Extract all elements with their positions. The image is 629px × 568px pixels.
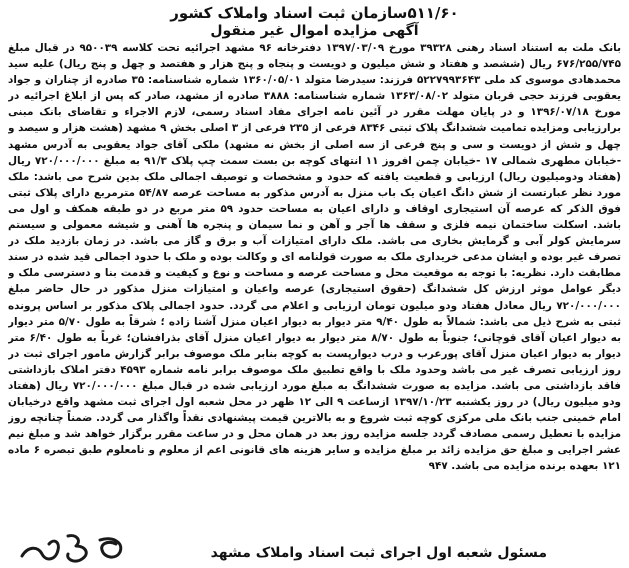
notice-signature: مسئول شعبه اول اجرای ثبت اسناد واملاک مشهد	[210, 545, 547, 561]
notice-body-text: بانک ملت به استناد اسناد رهنی ۳۹۳۲۸ مورخ ۱۳۹۷/۰۳/۰۹ دفترخانه ۹۶ مشهد اجرائیه تحت کلاسه ۹۵۰۰۳۹ در قبال مبلغ ۶۷۶/۲۵۵/۷۴۵ ریال (ششصد و هفتاد و شش میلیون و دویست و پنجاه و پنج هزار و هفتصد و چهل و پنج ریال) علیه سید محمدهادی موسوی کد ملی ۵۲۲۷۹۹۳۶۴۳ فرزند: سیدرضا متولد ۱۳۶۰/۰۵/۰۱ شماره شناسنامه: ۳۵ صادره از چناران و جواد یعقوبی فرزند حجی قربان متولد ۱۳۶۳/۰۸/۰۲ شماره شناسنامه: ۳۸۸۸ صادره از مشهد، صادر که پس از ابلاغ اجرائیه در مورخ ۱۳۹۶/۰۷/۱۸ و در پایان مهلت مقرر در آئین نامه اجرای مفاد اسناد رسمی، لازم الاجراء و تقاضای بانک مبنی برارزیابی ومزایده تمامیت ششدانگ پلاک ثبتی ۸۳۴۶ فرعی از ۲۳۵ فرعی از ۳ اصلی بخش ۹ مشهد (هشت هزار و سیصد و چهل و شش از دویست و سی و پنج فرعی از سه اصلی از بخش نه مشهد) ملکی آقای جواد یعقوبی به آدرس مشهد -خیابان مطهری شمالی ۱۷ -خیابان چمن افروز ۱۱ انتهای کوچه بن بست سمت چپ پلاک ۹۱/۳ به مبلغ ۷۲۰/۰۰۰/۰۰۰ ریال (هفتاد ودومیلیون ریال) ارزیابی و قطعیت یافته که حدود و مشخصات و توصیف اجمالی ملک بدین شرح می باشد: ملک مورد نظر عبارتست از شش دانگ اعیان یک باب منزل به آدرس مذکور به مساحت عرصه ۵۴/۸۷ مترمربع دارای پلاک ثبتی فوق الذکر که عرصه آن استیجاری اوقاف و دارای اعیان به مساحت حدود ۵۹ متر مربع در دو طبقه همکف و اول می باشد. اسکلت ساختمان نیمه فلزی و سقف ها آجر و آهن و نما سیمان و پنجره ها آهنی و شیشه معمولی و سیستم سرمایش کولر آبی و گرمایش بخاری می باشد. ملک دارای امتیازات آب و برق و گاز می باشد. در زمان بازدید ملک در تصرف غیر بوده و ایشان مدعی خریداری ملک به صورت قولنامه ای و وکالت بوده و ملک با حدود اجمالی قید شده در سند مطابقت دارد. نظریه: با توجه به موقعیت محل و مساحت عرصه و مساحت و نوع و کیفیت و قدمت بنا و دسترسی ملک و دیگر عوامل موثر ارزش کل ششدانگ (حقوق استیجاری) عرصه واعیان و امتیازات منزل مذکور در حال حاضر مبلغ ۷۲۰/۰۰۰/۰۰۰ ریال معادل هفتاد ودو میلیون تومان ارزیابی و اعلام می گردد. حدود اجمالی پلاک مذکور بر اساس پرونده ثبتی به شرح ذیل می باشد: شمالاً به طول ۹/۴۰ متر دیوار به دیوار اعیان منزل آشنا زاده ؛ شرقاً به طول ۵/۷۰ متر دیوار به دیوار اعیان آقای قوچانی؛ جنوباً به طول ۸/۷۰ متر دیوار به دیوار اعیان منزل آقای بذرافشان؛ غرباً به طول ۶/۴۰ متر دیوار به دیوار اعیان منزل آقای پورعرب و درب دیوارپست به کوچه بنابر ملک موصوف برابر گزارش مامور اجرای ثبت در روز ارزیابی تصرف غیر می باشد وحدود ملک با واقع تطبیق ملک موصوف برابر نامه شماره ۴۵۹۳ دفتر املاک بازداشتی فاقد بازداشتی می باشد. مزایده به صورت ششدانگ به مبلغ مورد ارزیابی شده در قبال مبلغ ۷۲۰/۰۰۰/۰۰۰ ریال (هفتاد ودو میلیون ریال) در روز یکشنبه ۱۳۹۷/۱۰/۲۳ ازساعت ۹ الی ۱۲ ظهر در محل شعبه اول اجرای ثبت مشهد واقع درخیابان امام خمینی جنب بانک ملی مرکزی کوچه ثبت شروع و به بالاترین قیمت پیشنهادی نقداً واگذار می گردد. ضمناً چنانچه روز مزایده با تعطیل رسمی مصادف گردد جلسه مزایده روز بعد در همان محل و در ساعت مقرر برگزار خواهد شد و مبلغ نیم عشر اجرایی و مبلغ حق مزایده زائد بر مبلغ مزایده و سایر هزینه های قانونی اعم از معلوم و نامعلوم طبق تبصره ۶ ماده ۱۲۱ بعهده برنده مزایده می باشد. ۹۴۷	[8, 42, 621, 473]
notice-title: آگهی مزایده اموال غیر منقول	[210, 23, 419, 39]
notice-number-heading: ۵۱۱/۶۰سازمان ثبت اسناد واملاک کشور	[170, 4, 459, 22]
handwritten-mark	[16, 526, 134, 566]
